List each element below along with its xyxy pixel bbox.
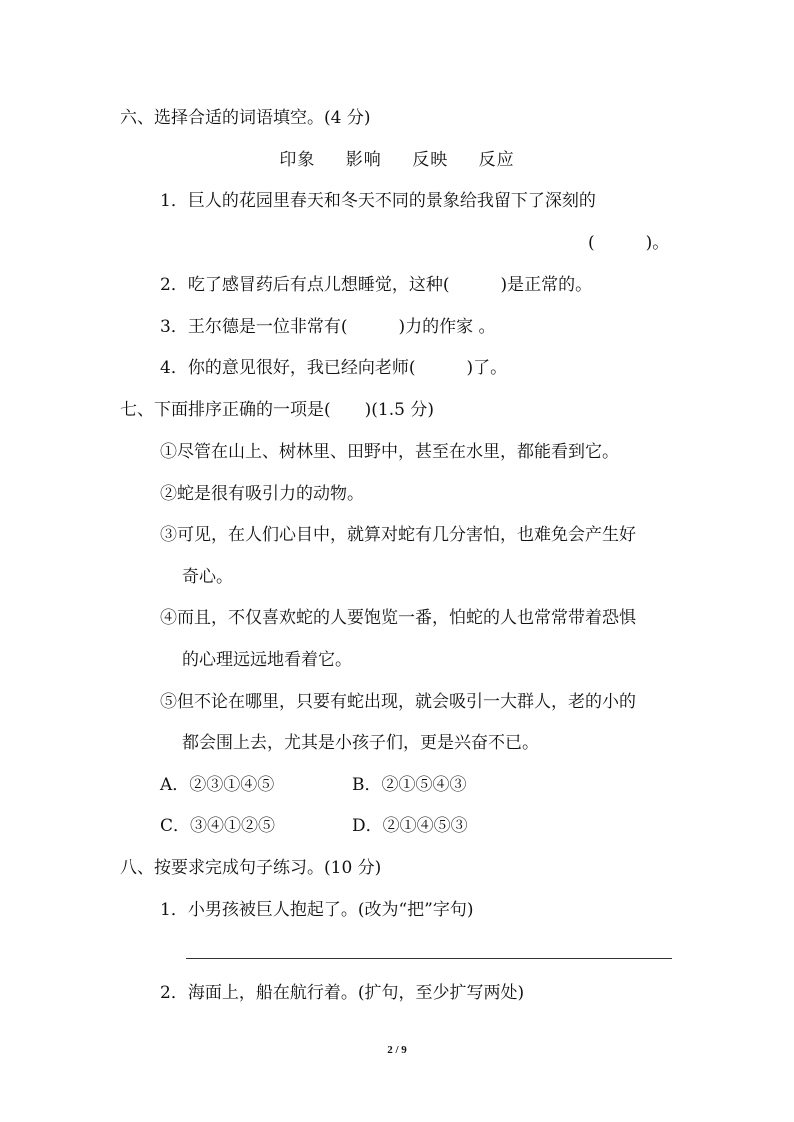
option-c: C．③④①②⑤	[160, 816, 276, 836]
sentence-3-cont: 奇心。	[182, 567, 233, 587]
section-7-title: 七、下面排序正确的一项是( )(1.5 分)	[120, 400, 434, 420]
options-row-2	[160, 814, 468, 838]
section-6-title: 六、选择合适的词语填空。(4 分)	[120, 108, 371, 128]
sentence-5: ⑤但不论在哪里，只要有蛇出现，就会吸引一大群人，老的小的	[160, 692, 636, 712]
word-bank-item: 反应	[478, 150, 515, 170]
question-6-1: 1．巨人的花园里春天和冬天不同的景象给我留下了深刻的	[160, 191, 596, 211]
question-6-2: 2．吃了感冒药后有点儿想睡觉，这种( )是正常的。	[160, 275, 593, 295]
sentence-1: ①尽管在山上、树林里、田野中，甚至在水里，都能看到它。	[160, 442, 619, 462]
option-a: A．②③①④⑤	[160, 775, 275, 795]
option-b: B．②①⑤④③	[352, 775, 467, 795]
word-bank-item: 反映	[412, 150, 449, 170]
section-8-title: 八、按要求完成句子练习。(10 分)	[120, 858, 382, 878]
options-row-1	[160, 773, 467, 797]
question-6-1-blank: ( )。	[588, 233, 670, 253]
question-6-4: 4．你的意见很好，我已经向老师( )了。	[160, 358, 508, 378]
sentence-4: ④而且，不仅喜欢蛇的人要饱览一番，怕蛇的人也常常带着恐惧	[160, 608, 636, 628]
answer-line	[186, 958, 672, 959]
question-8-2: 2．海面上，船在航行着。(扩句，至少扩写两处)	[160, 983, 525, 1003]
word-bank	[0, 148, 794, 172]
word-bank-item: 印象	[279, 150, 316, 170]
page-number: 2 / 9	[387, 1044, 407, 1056]
sentence-4-cont: 的心理远远地看着它。	[182, 650, 352, 670]
question-6-3: 3．王尔德是一位非常有( )力的作家 。	[160, 317, 496, 337]
word-bank-item: 影响	[345, 150, 382, 170]
sentence-5-cont: 都会围上去，尤其是小孩子们，更是兴奋不已。	[182, 733, 539, 753]
sentence-3: ③可见，在人们心目中，就算对蛇有几分害怕，也难免会产生好	[160, 525, 636, 545]
option-d: D．②①④⑤③	[352, 816, 468, 836]
sentence-2: ②蛇是很有吸引力的动物。	[160, 484, 364, 504]
question-8-1: 1．小男孩被巨人抱起了。(改为“把”字句)	[160, 900, 474, 920]
